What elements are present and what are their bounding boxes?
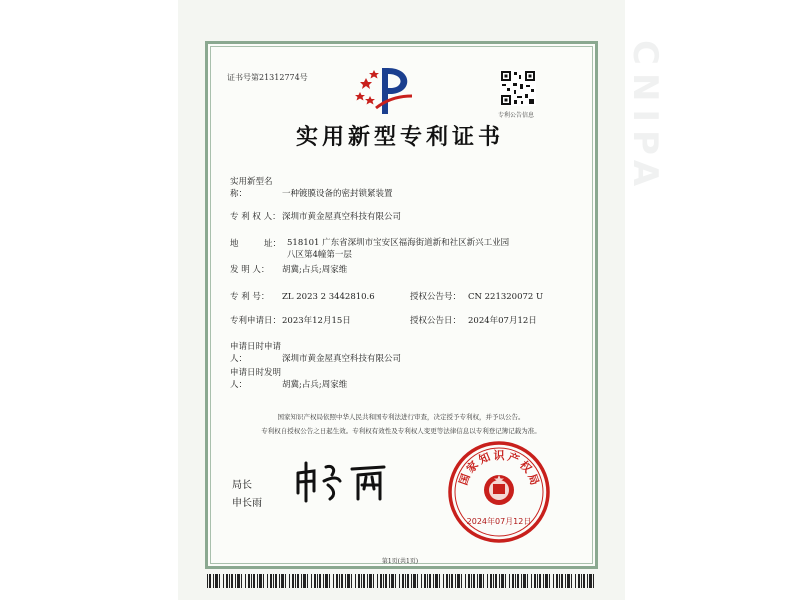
announcement-number-label: 授权公告号：: [410, 292, 462, 302]
cnipa-watermark: CNIPA: [625, 40, 665, 195]
svg-text:国: 国: [456, 472, 473, 487]
applicant-row: [230, 340, 401, 364]
inventor-value: 胡冀;占兵;周家维: [282, 265, 348, 275]
address-line-1: 518101 广东省深圳市宝安区福海街道新和社区新兴工业园: [287, 238, 510, 248]
utility-name-label: 实用新型名称：: [230, 177, 273, 199]
patentee-label: 专 利 权 人：: [230, 212, 281, 222]
inventor-at-application-value: 胡冀;占兵;周家维: [282, 380, 348, 390]
patentee-row: [230, 210, 401, 222]
cnipa-seal: [447, 440, 551, 544]
svg-text:局: 局: [525, 472, 542, 487]
announcement-date-value: 2024年07月12日: [468, 316, 537, 326]
grant-statement: [222, 410, 580, 438]
svg-text:识: 识: [493, 449, 505, 462]
svg-text:权: 权: [517, 458, 535, 476]
applicant-value: 深圳市黄金屋真空科技有限公司: [282, 354, 402, 364]
certificate-number: 证书号第21312774号: [227, 73, 308, 82]
inventor-at-application-label: 申请日时发明人：: [230, 368, 282, 390]
svg-text:产: 产: [505, 450, 522, 467]
grant-statement-line-2: 专利权自授权公告之日起生效。专利权有效性及专利权人变更等法律信息以专利登记簿记载为准。: [261, 427, 541, 435]
application-date-value: 2023年12月15日: [282, 316, 351, 326]
certificate-title: 实用新型专利证书: [295, 124, 504, 150]
svg-text:家: 家: [463, 458, 481, 476]
address-line-2: 八区第4幢第一层: [287, 250, 352, 260]
applicant-label: 申请日时申请人：: [230, 342, 282, 364]
barcode: [205, 574, 598, 588]
patent-number-label: 专 利 号：: [230, 292, 270, 302]
announcement-date-row: [410, 314, 537, 326]
announcement-date-label: 授权公告日：: [410, 316, 462, 326]
svg-text:知: 知: [476, 450, 493, 467]
announcement-number-row: [410, 290, 543, 302]
director-name: 申长雨: [232, 498, 262, 509]
patent-number-value: ZL 2023 2 3442810.6: [282, 292, 375, 302]
seal-date: 2024年07月12日: [466, 517, 532, 526]
address-label: 地 址：: [230, 239, 282, 249]
cnipa-logo: [352, 60, 422, 120]
director-title: 局长: [232, 480, 252, 491]
inventor-row: [230, 263, 347, 275]
announcement-number-value: CN 221320072 U: [468, 292, 544, 302]
inventor-at-application-row: [230, 366, 347, 390]
address-row: [230, 237, 570, 263]
patent-number-row: [230, 290, 375, 302]
application-date-label: 专利申请日：: [230, 316, 282, 326]
qr-code[interactable]: [500, 70, 536, 106]
grant-statement-line-1: 国家知识产权局依照中华人民共和国专利法进行审查，决定授予专利权，并予以公告。: [277, 413, 525, 421]
page-number: 第1页(共1页): [381, 558, 419, 565]
application-date-row: [230, 314, 351, 326]
utility-name-row: [230, 175, 393, 199]
director-signature: [292, 455, 402, 505]
inventor-label: 发 明 人：: [230, 265, 270, 275]
qr-caption: 专利公告信息: [498, 112, 535, 119]
patentee-value: 深圳市黄金屋真空科技有限公司: [282, 212, 402, 222]
utility-name-value: 一种镀膜设备的密封锁紧装置: [282, 189, 393, 199]
